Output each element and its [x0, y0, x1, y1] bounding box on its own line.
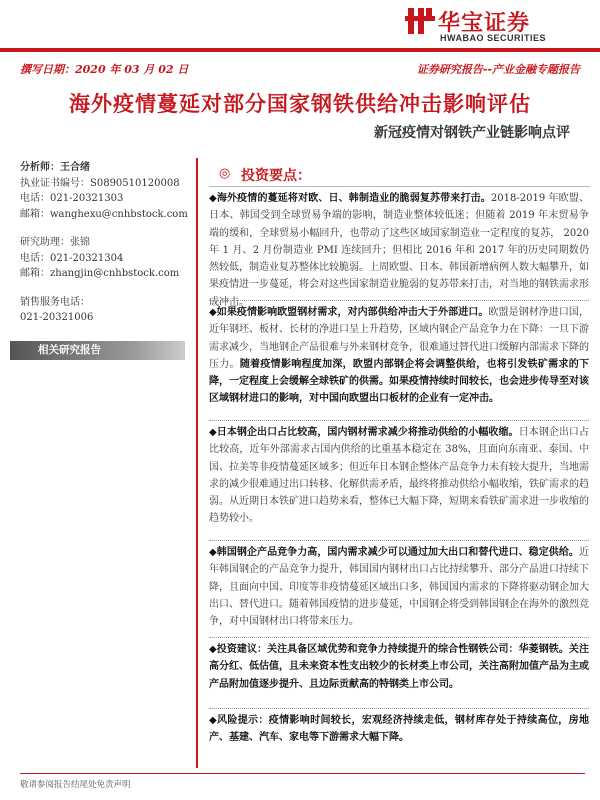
key-points-rule — [209, 186, 590, 187]
paragraph-1-lead: ◆海外疫情的蔓延将对欧、日、韩制造业的脆弱复苏带来打击。 — [209, 193, 491, 204]
page-subtitle: 新冠疫情对钢铁产业链影响点评 — [374, 125, 570, 141]
bullet-icon: ◎ — [219, 166, 231, 181]
key-points-title: 投资要点： — [241, 168, 311, 184]
assistant-email[interactable]: 邮箱：zhangjin@cnhbstock.com — [20, 268, 180, 279]
paragraph-separator — [209, 540, 589, 541]
paragraph-5 — [209, 641, 589, 693]
paragraph-6-text: ◆风险提示：疫情影响时间较长，宏观经济持续走低，钢材库存处于持续高位，房地产、基建、汽车、家电等下游需求大幅下降。 — [209, 715, 589, 744]
column-divider — [196, 158, 198, 768]
logo-text-cn: 华宝证券 — [438, 11, 531, 36]
analyst-cert: 执业证书编号：S0890510120008 — [20, 177, 180, 189]
report-date: 撰写日期：2020 年 03 月 02 日 — [20, 63, 189, 76]
sales-phone: 021-20321006 — [20, 312, 94, 323]
related-reports-header: 相关研究报告 — [10, 341, 185, 360]
paragraph-separator — [209, 300, 589, 301]
footer-disclaimer: 敬请参阅报告结尾处免责声明 — [20, 780, 131, 790]
paragraph-4-lead: ◆韩国钢企产品竞争力高，国内需求减少可以通过加大出口和替代进口、稳定供给。 — [209, 547, 579, 558]
analyst-name: 分析师：王合绪 — [20, 162, 90, 173]
paragraph-separator — [209, 637, 589, 638]
paragraph-1 — [209, 190, 589, 311]
paragraph-2 — [209, 304, 589, 408]
analyst-info — [20, 160, 188, 326]
paragraph-2-lead: ◆如果疫情影响欧盟钢材需求，对内部供给冲击大于外部进口。 — [209, 307, 489, 318]
footer-divider — [20, 773, 585, 774]
analyst-phone: 电话：021-20321303 — [20, 193, 124, 204]
report-type: 证券研究报告--产业金融专题报告 — [416, 63, 580, 76]
assistant-name: 研究助理：张锦 — [20, 237, 90, 248]
paragraph-2-body: 欧盟是钢材净进口国，近年钢坯、板材、长材的净进口呈上升趋势，区域内钢企产品竞争力在下降：一旦下游需求减少，当地钢企产品很难与外来钢材竞争，很难通过替代进口缓解内部需求下降的压力。 — [209, 307, 589, 370]
paragraph-2-conclusion: 随着疫情影响程度加深，欧盟内部钢企将会调整供给，也将引发铁矿需求的下降，一定程度上会缓解全球铁矿的供需。如果疫情持续时间较长，也会进步传导至对该区域钢材进口的影响，对中国向欧盟出口板材的企业有一定冲击。 — [209, 358, 590, 405]
paragraph-separator — [209, 420, 589, 421]
page-title: 海外疫情蔓延对部分国家钢铁供给冲击影响评估 — [69, 91, 531, 116]
paragraph-1-body: 2018-2019 年欧盟、日本、韩国受到全球贸易争端的影响，制造业整体较低迷；但随着 2019 年末贸易争端的缓和，全球贸易小幅回升，也带动了这些区域国家制造业一定程度的复苏， 2020 年 1 月、2 月份制造业 PMI 连续回升；但相比 2016 年和 2017 年的历史同期数仍然较低，制造业复苏整体比较脆弱。上周欧盟、日本、韩国新增病例人数大幅攀升，如果疫情进一步蔓延，将会对这些国家制造业脆弱的复苏带来打击，对当地的钢铁需求形成冲击。 — [209, 193, 589, 308]
paragraph-6 — [209, 712, 589, 747]
paragraph-3 — [209, 424, 589, 528]
logo-text-en: HWABAO SECURITIES — [440, 33, 547, 43]
analyst-email[interactable]: 邮箱：wanghexu@cnhbstock.com — [20, 208, 188, 220]
paragraph-3-body: 日本钢企出口占比较高，近年外部需求占国内供给的比重基本稳定在 38%，且面向东南亚、泰国、中国、拉美等非疫情蔓延区域多；但近年日本钢企整体产品竞争力未有较大提升，当地需求的减少很难通过出口转移、化解供需矛盾，最终将推动供给小幅收缩，铁矿需求的趋弱。从近期日本铁矿进口趋势来看，整体已大幅下降，短期来看铁矿需求进一步收缩的趋势较小。 — [209, 427, 589, 525]
assistant-phone: 电话：021-20321304 — [20, 252, 124, 264]
paragraph-5-text: ◆投资建议：关注具备区域优势和竞争力持续提升的综合性钢铁公司：华菱钢铁。关注高分红、低估值，且未来资本性支出较少的长材类上市公司，关注高附加值产品为主或产品附加值逐步提升、且边际贡献高的特钢类上市公司。 — [209, 644, 589, 690]
sales-label: 销售服务电话： — [20, 296, 90, 308]
header-divider — [0, 48, 600, 52]
paragraph-3-lead: ◆日本钢企出口占比较高，国内钢材需求减少将推动供给的小幅收缩。 — [209, 427, 519, 438]
company-logo-icon — [405, 6, 435, 36]
paragraph-4-body: 近年韩国钢企的产品竞争力提升，韩国国内钢材出口占比持续攀升、部分产品进口持续下降，且面向中国、印度等非疫情蔓延区域出口多，韩国国内需求的下降将驱动钢企加大出口、替代进口。随着韩国疫情的进步蔓延，中国钢企将受到韩国钢企在海外的激烈竞争，对中国钢材出口将带来压力。 — [209, 547, 589, 628]
paragraph-separator — [209, 708, 589, 709]
paragraph-4 — [209, 544, 589, 630]
